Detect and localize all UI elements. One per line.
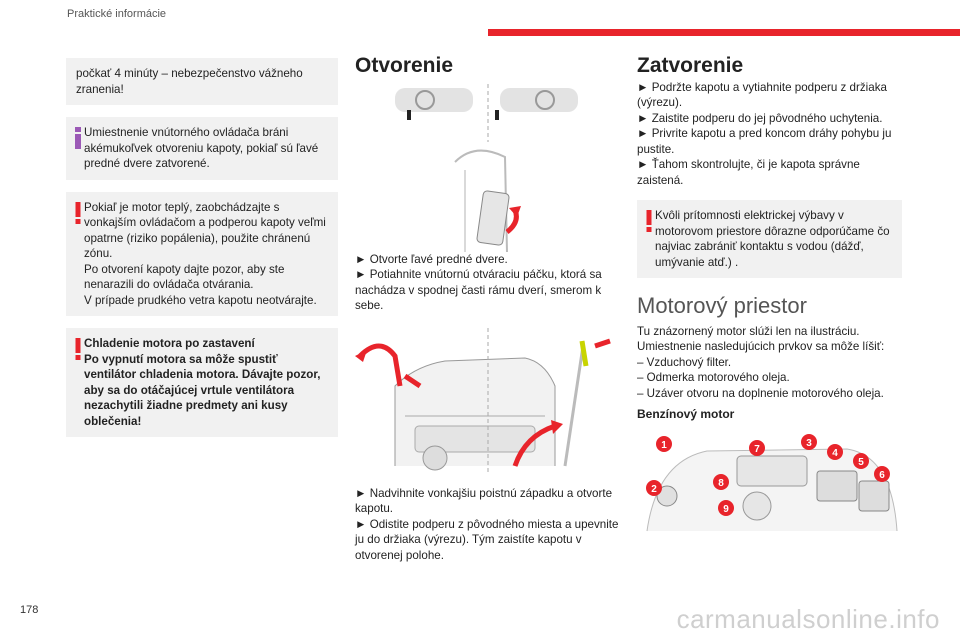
info-text: Umiestnenie vnútorného ovládača bráni akémukoľvek otvoreniu kapoty, pokiaľ sú ľavé predné dvere zatvorené. — [84, 126, 319, 170]
section-title-engine-bay: Motorový priestor — [637, 293, 807, 318]
hood-latch-illustration — [355, 326, 620, 476]
engine-item-air-filter: – Vzduchový filter. — [637, 355, 732, 369]
watermark: carmanualsonline.info — [676, 604, 940, 634]
closing-step-3: ► Privrite kapotu a pred koncom dráhy pohybu ju pustite. — [637, 127, 892, 156]
section-title-closing: Zatvorenie — [637, 54, 744, 77]
marker-7 — [749, 440, 765, 456]
water-warning-box — [637, 200, 902, 278]
column-3 — [637, 54, 902, 541]
engine-bay-illustration — [637, 431, 902, 541]
info-icon — [74, 127, 82, 154]
marker-5 — [853, 453, 869, 469]
marker-8 — [713, 474, 729, 490]
marker-6 — [874, 466, 890, 482]
cooling-warning-box — [66, 328, 338, 437]
warning-icon — [645, 210, 653, 237]
engine-intro-2: Umiestnenie nasledujúcich prvkov sa môže líšiť: — [637, 340, 885, 353]
svg-text:9: 9 — [723, 503, 729, 515]
closing-step-4: ► Ťahom skontrolujte, či je kapota správne zaistená. — [637, 158, 860, 187]
heat-warning-box — [66, 192, 338, 317]
svg-text:8: 8 — [718, 477, 724, 489]
water-warning-text: Kvôli prítomnosti elektrickej výbavy v motorovom priestore dôrazne odporúčame čo najviac zabrániť kontaktu s vodou (dážď, umývanie atď.) . — [655, 209, 890, 269]
svg-text:2: 2 — [651, 483, 657, 495]
svg-text:4: 4 — [832, 447, 838, 459]
page-number: 178 — [20, 604, 39, 616]
opening-step-4: ► Odistite podperu z pôvodného miesta a upevnite ju do držiaka (výrezu). Tým zaistíte kapotu v otvorenej polohe. — [355, 517, 619, 562]
engine-intro-1: Tu znázornený motor slúži len na ilustráciu. — [637, 324, 860, 338]
opening-step-3: ► Nadvihnite vonkajšiu poistnú západku a otvorte kapotu. — [355, 486, 613, 515]
marker-3 — [801, 434, 817, 450]
column-1 — [66, 58, 338, 449]
header-accent-bar — [488, 29, 960, 36]
svg-text:5: 5 — [858, 456, 864, 468]
heat-warning-text-c: V prípade prudkého vetra kapotu neotvárajte. — [84, 293, 317, 307]
section-title-opening: Otvorenie — [355, 54, 454, 77]
svg-text:7: 7 — [754, 443, 760, 455]
warning-icon — [74, 202, 82, 229]
subhead-petrol-engine: Benzínový motor — [637, 407, 735, 421]
cooling-warning-body: Po vypnutí motora sa môže spustiť ventilátor chladenia motora. Dávajte pozor, aby sa do otáčajúcej vrtule ventilátora nezachytili žiadne predmety ani kusy oblečenia! — [84, 352, 321, 428]
interior-lever-illustration — [355, 82, 620, 252]
svg-text:1: 1 — [661, 439, 667, 451]
running-header: Praktické informácie — [67, 8, 167, 20]
engine-item-oil-cap: – Uzáver otvoru na doplnenie motorového oleja. — [637, 386, 884, 400]
marker-2 — [646, 480, 662, 496]
svg-text:3: 3 — [806, 437, 812, 449]
opening-step-2: ► Potiahnite vnútornú otváraciu páčku, ktorá sa nachádza v spodnej časti rámu dverí, smerom k sebe. — [355, 268, 602, 312]
opening-step-1: ► Otvorte ľavé predné dvere. — [355, 252, 508, 266]
warning-icon — [74, 338, 82, 365]
cooling-warning-title: Chladenie motora po zastavení — [84, 337, 255, 350]
heat-warning-text-a: Pokiaľ je motor teplý, zaobchádzajte s vonkajším ovládačom a podperou kapoty veľmi opatrne (riziko popálenia), použite chránenú zónu. — [84, 200, 326, 260]
column-2 — [355, 54, 620, 563]
engine-item-dipstick: – Odmerka motorového oleja. — [637, 371, 790, 384]
heat-warning-text-b: Po otvorení kapoty dajte pozor, aby ste nenarazili do ovládača otvárania. — [84, 262, 285, 291]
continued-text: počkať 4 minúty – nebezpečenstvo vážneho zranenia! — [76, 67, 303, 96]
closing-step-2: ► Zaistite podperu do jej pôvodného uchytenia. — [637, 111, 883, 125]
marker-1 — [656, 436, 672, 452]
marker-4 — [827, 444, 843, 460]
info-box — [66, 117, 338, 180]
marker-9 — [718, 500, 734, 516]
continued-warning-box — [66, 58, 338, 105]
svg-text:6: 6 — [879, 469, 885, 481]
closing-step-1: ► Podržte kapotu a vytiahnite podperu z držiaka (výrezu). — [637, 80, 887, 109]
